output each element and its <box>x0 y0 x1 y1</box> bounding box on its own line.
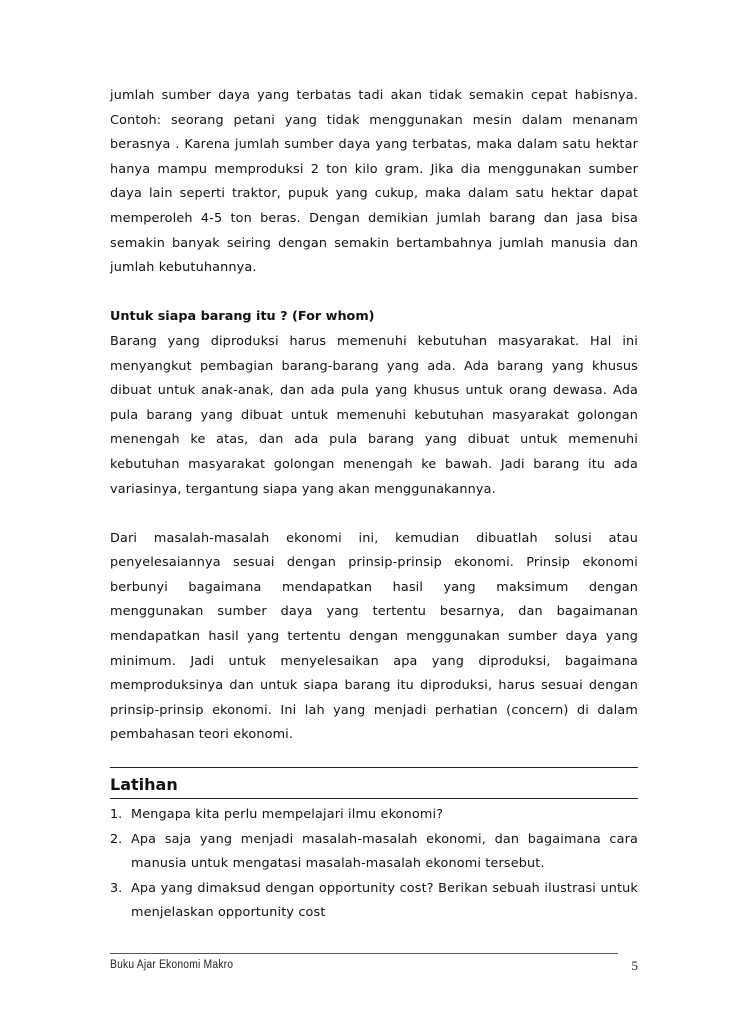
list-item-text: Apa saja yang menjadi masalah-masalah ekonomi, dan bagaimana cara manusia untuk mengatasi masalah-masalah ekonomi tersebut. <box>131 831 638 872</box>
spacer <box>110 502 638 527</box>
exercise-title: Latihan <box>110 775 178 794</box>
divider <box>110 798 638 799</box>
page-body <box>110 84 638 748</box>
list-item <box>110 828 638 877</box>
section-heading-for-whom: Untuk siapa barang itu ? (For whom) <box>110 309 375 325</box>
list-item <box>110 803 638 828</box>
list-item-text: Mengapa kita perlu mempelajari ilmu ekonomi? <box>131 807 444 822</box>
exercise-section <box>110 767 638 926</box>
footer-divider <box>110 953 618 954</box>
footer-row <box>110 959 638 974</box>
footer-book-title: Buku Ajar Ekonomi Makro <box>110 959 234 971</box>
list-item-text: Apa yang dimaksud dengan opportunity cost? Berikan sebuah ilustrasi untuk menjelaskan opportunity cost <box>131 880 638 921</box>
paragraph-economic-principles: Dari masalah-masalah ekonomi ini, kemudian dibuatlah solusi atau penyelesaiannya sesuai dengan prinsip-prinsip ekonomi. Prinsip ekonomi berbunyi bagaimana mendapatkan hasil yang maksimum dengan menggunakan sumber daya yang tertentu besarnya, dan bagaimanan mendapatkan hasil yang tertentu dengan menggunakan sumber daya yang minimum. Jadi untuk menyelesaikan apa yang diproduksi, bagaimana memproduksinya dan untuk siapa barang itu diproduksi, harus sesuai dengan prinsip-prinsip ekonomi. Ini lah yang menjadi perhatian (concern) di dalam pembahasan teori ekonomi. <box>110 530 638 743</box>
list-item-number: 3. <box>110 880 123 896</box>
paragraph-resources: jumlah sumber daya yang terbatas tadi akan tidak semakin cepat habisnya. Contoh: seorang petani yang tidak menggunakan mesin dalam menanam berasnya . Karena jumlah sumber daya yang terbatas, maka dalam satu hektar hanya mampu memproduksi 2 ton kilo gram. Jika dia menggunakan sumber daya lain seperti traktor, pupuk yang cukup, maka dalam satu hektar dapat memperoleh 4-5 ton beras. Dengan demikian jumlah barang dan jasa bisa semakin banyak seiring dengan semakin bertambahnya jumlah manusia dan jumlah kebutuhannya. <box>110 88 638 276</box>
list-item-number: 2. <box>110 831 123 847</box>
list-item-number: 1. <box>110 807 123 822</box>
page-number: 5 <box>631 958 638 973</box>
spacer <box>110 281 638 306</box>
list-item <box>110 877 638 926</box>
paragraph-for-whom: Barang yang diproduksi harus memenuhi kebutuhan masyarakat. Hal ini menyangkut pembagian barang-barang yang ada. Ada barang yang khusus dibuat untuk anak-anak, dan ada pula yang khusus untuk orang dewasa. Ada pula barang yang dibuat untuk memenuhi kebutuhan masyarakat golongan menengah ke atas, dan ada pula barang yang dibuat untuk memenuhi kebutuhan masyarakat golongan menengah ke bawah. Jadi barang itu ada variasinya, tergantung siapa yang akan menggunakannya. <box>110 333 638 497</box>
exercise-list <box>110 803 638 926</box>
page-footer <box>110 953 638 974</box>
